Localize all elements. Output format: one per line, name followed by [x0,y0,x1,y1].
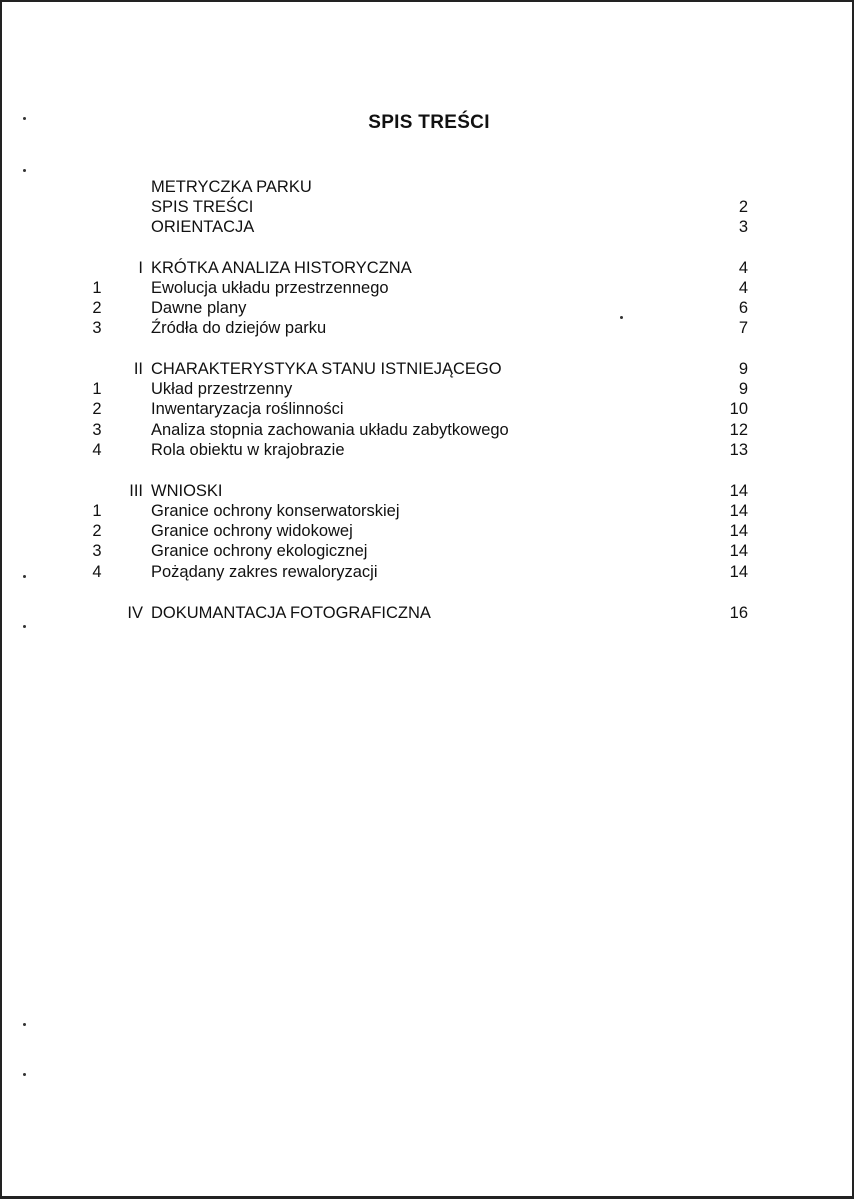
toc-entry-label: Granice ochrony konserwatorskiej [151,502,400,520]
toc-entry-number: 2 [92,522,102,540]
toc-entry-page: 14 [729,542,748,560]
toc-entry-label: Rola obiektu w krajobrazie [151,441,345,459]
scan-speck [23,625,26,628]
toc-entry-page: 7 [738,319,748,337]
toc-entry-page: 4 [738,279,748,297]
toc-entry-label: Źródła do dziejów parku [151,319,327,337]
toc-entry-page: 9 [738,360,748,378]
page-title: SPIS TREŚCI [368,112,490,133]
toc-entry-label: Granice ochrony widokowej [151,522,353,540]
toc-entry [2,318,854,338]
toc-entry-page: 10 [729,400,748,418]
toc-section-number: I [138,259,143,277]
toc-entry-number: 3 [92,421,102,439]
toc-entry [2,379,854,399]
toc-entry [2,298,854,318]
toc-entry-number: 2 [92,299,102,317]
toc-section-4 [2,603,854,623]
scan-speck [23,117,26,120]
toc-entry-page: 16 [729,604,748,622]
toc-section-number: II [133,360,143,378]
toc-entry-number: 1 [92,380,102,398]
toc-entry [2,399,854,419]
toc-entry-page: 13 [729,441,748,459]
toc-entry-page: 14 [729,502,748,520]
scan-speck [23,575,26,578]
toc-entry-label: ORIENTACJA [151,218,255,236]
scan-speck [620,316,623,319]
scan-speck [23,169,26,172]
toc-entry-page: 14 [729,522,748,540]
toc-section-number: IV [127,604,143,622]
toc-entry [2,501,854,521]
toc-entry-label: Inwentaryzacja roślinności [151,400,344,418]
toc-entry-orientacja [2,217,854,237]
toc-entry [2,278,854,298]
toc-entry-label: Pożądany zakres rewaloryzacji [151,563,378,581]
toc-entry-label: DOKUMANTACJA FOTOGRAFICZNA [151,604,431,622]
toc-entry [2,541,854,561]
toc-entry-label: WNIOSKI [151,482,223,500]
toc-entry-label: Dawne plany [151,299,247,317]
toc-entry-label: CHARAKTERYSTYKA STANU ISTNIEJĄCEGO [151,360,502,378]
toc-entry-number: 3 [92,319,102,337]
toc-entry-label: METRYCZKA PARKU [151,178,312,196]
toc-entry [2,562,854,582]
toc-section-3 [2,481,854,501]
toc-section-1 [2,258,854,278]
scan-speck [23,1023,26,1026]
toc-entry-label: Analiza stopnia zachowania układu zabytkowego [151,421,509,439]
toc-entry-page: 4 [738,259,748,277]
toc-entry-number: 3 [92,542,102,560]
toc-section-2 [2,359,854,379]
toc-entry-number: 1 [92,502,102,520]
toc-entry-label: Granice ochrony ekologicznej [151,542,368,560]
toc-section-number: III [129,482,143,500]
toc-entry-page: 14 [729,563,748,581]
scan-speck [23,1073,26,1076]
toc-entry-page: 14 [729,482,748,500]
toc-entry-number: 2 [92,400,102,418]
toc-entry [2,440,854,460]
toc-entry-spis-tresci [2,197,854,217]
toc-entry-number: 4 [92,441,102,459]
toc-entry [2,420,854,440]
toc-entry-number: 4 [92,563,102,581]
toc-entry-label: Układ przestrzenny [151,380,293,398]
toc-entry-metryczka [2,177,854,197]
toc-entry-page: 9 [738,380,748,398]
toc-entry-label: SPIS TREŚCI [151,198,254,216]
toc-entry-page: 3 [738,218,748,236]
toc-entry-number: 1 [92,279,102,297]
toc-entry [2,521,854,541]
toc-entry-page: 2 [738,198,748,216]
toc-entry-page: 12 [729,421,748,439]
toc-entry-label: Ewolucja układu przestrzennego [151,279,389,297]
toc-entry-label: KRÓTKA ANALIZA HISTORYCZNA [151,259,412,277]
toc-entry-page: 6 [738,299,748,317]
